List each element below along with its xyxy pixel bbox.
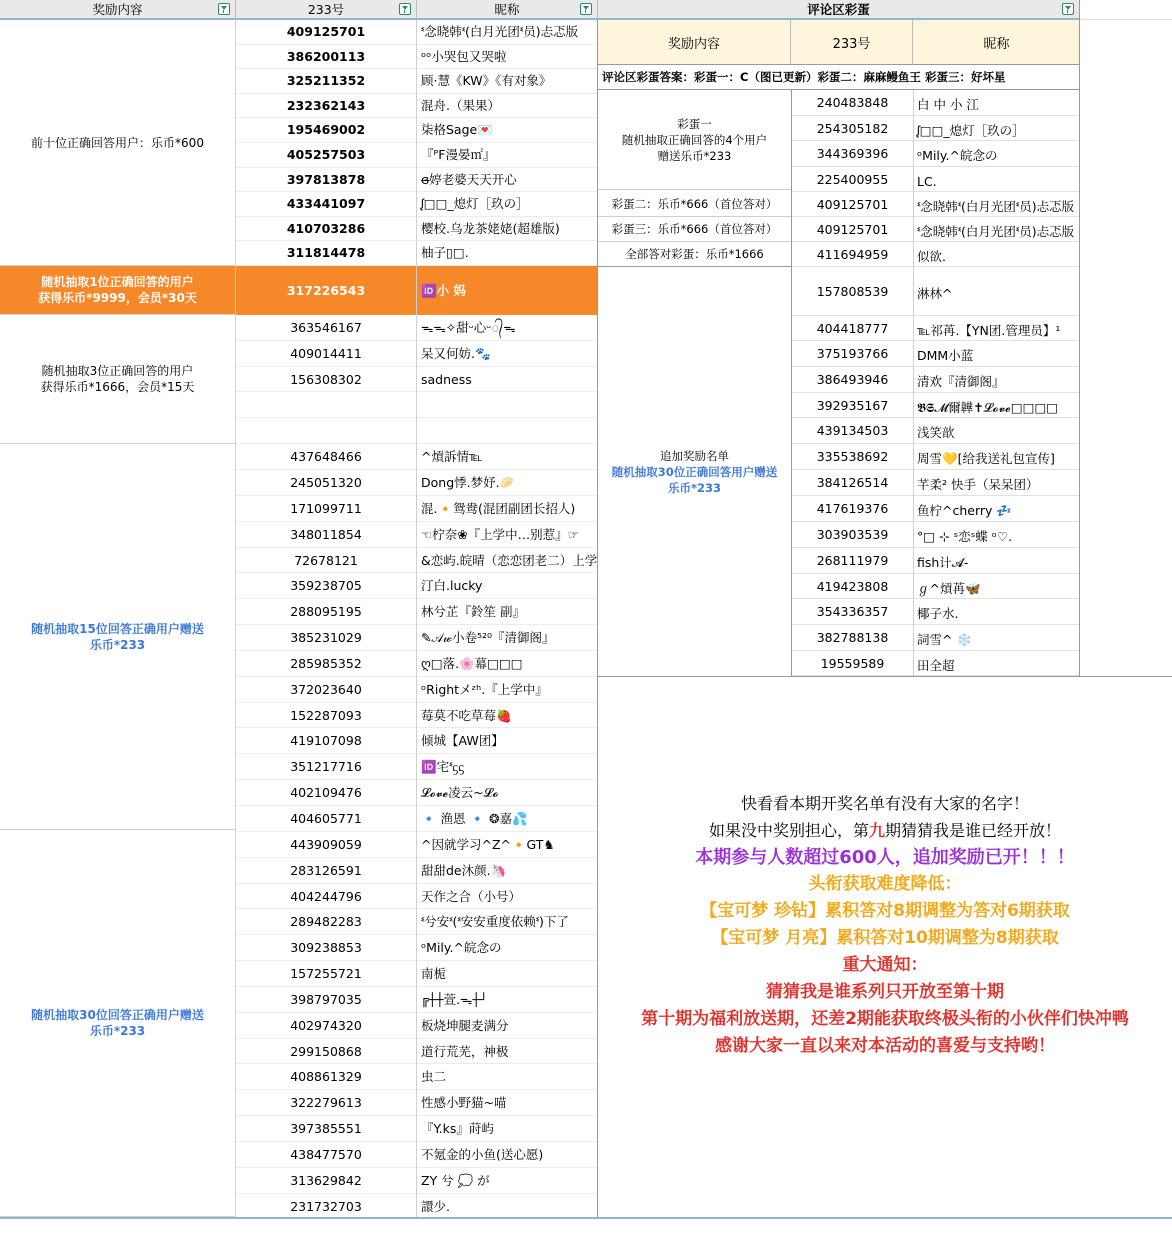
egg-reward-all[interactable]: 全部答对彩蛋：乐币*1666	[598, 242, 791, 267]
uid-cell[interactable]: 232362143	[236, 94, 416, 119]
nick-cell[interactable]: 汀白.lucky	[417, 573, 597, 599]
nick-cell[interactable]: 樱校.乌龙茶姥姥(超雄版)	[417, 217, 597, 242]
nick-cell[interactable]: 『Y.ks』莳屿	[417, 1116, 597, 1142]
egg-reward-extra-line3: 乐币*233	[667, 480, 722, 495]
uid-cell[interactable]: 309238853	[236, 935, 416, 961]
nick-cell[interactable]: sadness	[417, 367, 597, 393]
egg-nick-cell[interactable]: fish计𝓐-	[914, 548, 1079, 574]
egg-uid-cell[interactable]: 384126514	[792, 470, 913, 496]
egg-uid-cell[interactable]: 409125701	[792, 217, 913, 242]
nick-cell[interactable]: 柚子▯□.	[417, 241, 597, 266]
uid-column	[236, 20, 417, 1219]
egg-uid-cell[interactable]: 344369396	[792, 141, 913, 167]
egg-subheader	[598, 20, 1080, 65]
nick-column	[417, 20, 598, 1219]
reward-top10-text: 前十位正确回答用户：乐币*600	[31, 135, 204, 150]
filter-icon[interactable]	[580, 3, 592, 15]
egg-reward-extra-line1: 追加奖励名单	[660, 448, 729, 463]
uid-cell[interactable]: 283126591	[236, 858, 416, 884]
egg-uid-cell[interactable]: 417619376	[792, 496, 913, 522]
egg-uid-cell[interactable]: 375193766	[792, 341, 913, 367]
reward-random15-line1: 随机抽取15位回答正确用户赠送	[31, 621, 204, 636]
uid-cell[interactable]: 405257503	[236, 143, 416, 168]
reward-random1[interactable]	[0, 266, 236, 315]
reward-random1-line2: 获得乐币*9999，会员*30天	[38, 291, 197, 305]
reward-top10[interactable]	[0, 20, 236, 266]
egg-nick-cell[interactable]: 鱼柠^cherry 💤	[914, 496, 1079, 522]
egg-nick-cell[interactable]: 浅笑歆	[914, 418, 1079, 444]
egg-uid-cell[interactable]: 382788138	[792, 625, 913, 651]
egg-uid-cell[interactable]: 157808539	[792, 267, 913, 316]
egg-uid-cell[interactable]: 335538692	[792, 444, 913, 470]
uid-cell[interactable]: 419107098	[236, 728, 416, 754]
nick-cell[interactable]: ᓫ兮安ᓫ(ᓫ安安重度依赖ᓫ)下了	[417, 909, 597, 935]
nick-cell[interactable]: 甜甜de沐颜.🦄	[417, 858, 597, 884]
header-uid[interactable]	[236, 0, 417, 20]
reward-random15-line2: 乐币*233	[89, 637, 146, 652]
egg-divider	[1079, 0, 1080, 676]
egg-uid-cell[interactable]: 439134503	[792, 418, 913, 444]
header-nick[interactable]	[417, 0, 598, 20]
egg-reward-3[interactable]: 彩蛋三：乐币*666（首位答对）	[598, 217, 791, 242]
empty-bottom-rows	[0, 1219, 1172, 1249]
nick-cell[interactable]: ☜柠奈❀『上学中…别惹』☞	[417, 522, 597, 548]
reward-random30-line2: 乐币*233	[89, 1024, 146, 1038]
egg-reward-2[interactable]: 彩蛋二：乐币*666（首位答对）	[598, 192, 791, 217]
nick-cell[interactable]: ZY 兮 💭 が	[417, 1168, 597, 1194]
egg-uid-cell[interactable]: 354336357	[792, 599, 913, 625]
nick-cell[interactable]: ^因就学习^Z^🔸GT♞	[417, 832, 597, 858]
uid-cell[interactable]: 408861329	[236, 1064, 416, 1090]
egg-nick-cell[interactable]: ℡祁苒.【YN团.管理员】¹	[914, 316, 1079, 341]
egg-nick-cell[interactable]: 清欢『清御阁』	[914, 367, 1079, 393]
notice-line-6: 【宝可梦 月亮】累积答对10期调整为8期获取	[711, 928, 1059, 948]
uid-cell[interactable]: 402974320	[236, 1013, 416, 1039]
uid-cell[interactable]: 351217716	[236, 754, 416, 780]
reward-random3[interactable]	[0, 315, 236, 444]
reward-random1-line1: 随机抽取1位正确回答的用户	[41, 275, 194, 289]
uid-cell[interactable]: 325211352	[236, 69, 416, 94]
reward-random3-line2: 获得乐币*1666，会员*15天	[40, 380, 195, 394]
nick-cell[interactable]: 倾城【AW团】	[417, 728, 597, 754]
uid-cell[interactable]	[236, 392, 416, 418]
uid-cell[interactable]: 397813878	[236, 168, 416, 193]
egg-uid-cell[interactable]: 19559589	[792, 651, 913, 676]
egg-answer-row: 评论区彩蛋答案：彩蛋一：C（图已更新）彩蛋二：麻麻鳗鱼王 彩蛋三：好坏星	[598, 65, 1080, 90]
notice-line-2c: 期猜猜我是谁已经开放！	[885, 821, 1062, 840]
uid-cell[interactable]: 288095195	[236, 599, 416, 625]
notice-line-2b: 九	[868, 821, 885, 840]
uid-cell[interactable]: 359238705	[236, 573, 416, 599]
uid-cell[interactable]: 363546167	[236, 315, 416, 341]
egg-uid-cell[interactable]: 386493946	[792, 367, 913, 393]
nick-cell[interactable]: ᵒRightメᶻʰ.『上学中』	[417, 677, 597, 703]
notice-line-5: 【宝可梦 珍钻】累积答对8期调整为答对6期获取	[700, 901, 1070, 921]
notice-line-3: 本期参与人数超过600人，追加奖励已开！！！	[695, 847, 1075, 868]
egg-uid-cell[interactable]: 268111979	[792, 548, 913, 574]
empty-header-cell	[1080, 0, 1172, 20]
uid-cell[interactable]: 289482283	[236, 909, 416, 935]
uid-cell[interactable]: 437648466	[236, 444, 416, 470]
nick-cell[interactable]	[417, 392, 597, 418]
nick-cell[interactable]: 性感小野猫~喵	[417, 1090, 597, 1116]
uid-cell[interactable]: 433441097	[236, 192, 416, 217]
nick-cell[interactable]: 莓莫不吃草莓🍓	[417, 703, 597, 729]
nick-cell[interactable]: 道行荒芜，神极	[417, 1039, 597, 1065]
egg-nick-cell[interactable]: 周雪💛[给我送礼包宣传]	[914, 444, 1079, 470]
nick-cell[interactable]: ✎𝒜𝓌小卷⁵²⁰『清御阁』	[417, 625, 597, 651]
egg-uid-cell[interactable]: 411694959	[792, 242, 913, 267]
egg-uid-cell[interactable]: 409125701	[792, 192, 913, 217]
egg-reward-1-line1: 彩蛋一	[677, 116, 712, 131]
egg-nick-cell[interactable]: 似欲.	[914, 242, 1079, 267]
egg-subheader-reward: 奖励内容	[598, 20, 791, 64]
nick-cell[interactable]: 『ᴾF漫晏㎡』	[417, 143, 597, 168]
uid-cell[interactable]: 348011854	[236, 522, 416, 548]
egg-reward-1-line3: 赠送乐币*233	[657, 148, 732, 163]
uid-cell[interactable]	[236, 418, 416, 444]
uid-cell[interactable]: 245051320	[236, 470, 416, 496]
notice-line-2	[598, 817, 1172, 844]
egg-nick-cell[interactable]: 詞雪^ ❄️	[914, 625, 1079, 651]
header-reward[interactable]	[0, 0, 236, 20]
nick-cell[interactable]: ╔┼┼萱.ᯓ┼┘	[417, 987, 597, 1013]
egg-nick-cell[interactable]: ᓫ念晓韩ᓫ(白月光团ᓫ员)忐忑版	[914, 192, 1079, 217]
uid-cell[interactable]: 317226543	[286, 282, 366, 298]
nick-cell[interactable]: 顾·慧《KW》《有对象》	[417, 69, 597, 94]
uid-cell[interactable]: 372023640	[236, 677, 416, 703]
uid-cell[interactable]: 195469002	[236, 118, 416, 143]
egg-uid-cell[interactable]: 404418777	[792, 316, 913, 341]
nick-cell[interactable]: ᵒᵒ小哭包又哭啦	[417, 45, 597, 70]
header-uid-label: 233号	[307, 2, 345, 17]
nick-cell[interactable]: ɞ̶̶̶婷老婆天天开心	[417, 168, 597, 193]
nick-cell[interactable]	[417, 418, 597, 444]
reward-random15[interactable]	[0, 444, 236, 830]
nick-cell[interactable]: ᓫ念晓韩ᓫ(白月光团ᓫ员)忐忑版	[417, 20, 597, 45]
nick-cell[interactable]: 林兮芷『鈴笙 副』	[417, 599, 597, 625]
nick-cell[interactable]: 天作之合（小号）	[417, 884, 597, 910]
uid-cell[interactable]: 404244796	[236, 884, 416, 910]
nick-cell[interactable]: 混.🔸鸳鸯(混团副团长招人)	[417, 496, 597, 522]
egg-uid-cell[interactable]: 303903539	[792, 522, 913, 548]
egg-uid-cell[interactable]: 225400955	[792, 167, 913, 192]
notice-line-9: 第十期为福利放送期，还差2期能获取终极头衔的小伙伴们快冲鸭	[641, 1009, 1129, 1029]
egg-nick-cell[interactable]: LC.	[914, 167, 1079, 192]
notice-line-4: 头衔获取难度降低：	[808, 874, 962, 894]
reward-random3-line1: 随机抽取3位正确回答的用户	[41, 364, 194, 378]
egg-nick-cell[interactable]: ᶘ□□_熄灯［玖の］	[914, 116, 1079, 141]
uid-cell[interactable]: 322279613	[236, 1090, 416, 1116]
uid-cell[interactable]: 299150868	[236, 1039, 416, 1065]
header-reward-label: 奖励内容	[92, 2, 143, 17]
egg-subheader-uid: 233号	[791, 20, 913, 64]
nick-cell[interactable]: 𝓛𝓸𝓿𝓮凌云~𝓛𝓸	[417, 780, 597, 806]
uid-cell[interactable]: 443909059	[236, 832, 416, 858]
filter-icon[interactable]	[399, 3, 411, 15]
uid-cell[interactable]: 285985352	[236, 651, 416, 677]
egg-reward-1-line2: 随机抽取正确回答的4个用户	[621, 132, 768, 147]
nick-cell[interactable]: &恋屿.皖晴（恋恋团老二）上学	[417, 548, 597, 574]
uid-cell[interactable]: 410703286	[236, 217, 416, 242]
uid-cell[interactable]: 398797035	[236, 987, 416, 1013]
nick-cell[interactable]: 呆又何妨.🐾	[417, 341, 597, 367]
egg-nick-cell[interactable]: ᵒMily.^皖念の	[914, 141, 1079, 167]
egg-nick-cell[interactable]: 田全超	[914, 651, 1079, 676]
nick-cell[interactable]: 柒格Sage💌	[417, 118, 597, 143]
notice-line-2a: 如果没中奖别担心，第	[708, 821, 869, 840]
egg-uid-cell[interactable]: 240483848	[792, 90, 913, 116]
uid-cell[interactable]: 404605771	[236, 806, 416, 832]
egg-nick-cell[interactable]: ᓫ念晓韩ᓫ(白月光团ᓫ员)忐忑版	[914, 217, 1079, 242]
egg-uid-cell[interactable]: 254305182	[792, 116, 913, 141]
nick-cell[interactable]: 🆔小 妈	[421, 282, 466, 298]
uid-cell[interactable]: 386200113	[236, 45, 416, 70]
egg-nick-cell[interactable]: 椰子水.	[914, 599, 1079, 625]
nick-cell[interactable]: 🔹 渔恩 🔹 ❂嘉💦	[417, 806, 597, 832]
uid-cell[interactable]: 157255721	[236, 961, 416, 987]
egg-nick-cell[interactable]: DMM小蓝	[914, 341, 1079, 367]
notice-line-1: 快看看本期开奖名单有没有大家的名字！	[740, 794, 1029, 813]
nick-cell[interactable]: 譞少.	[417, 1194, 597, 1220]
nick-cell[interactable]: 不氪金的小鱼(送心愿)	[417, 1142, 597, 1168]
uid-cell[interactable]: 311814478	[236, 241, 416, 266]
nick-cell[interactable]: Dong悸.梦妤.🥟	[417, 470, 597, 496]
uid-cell[interactable]: 402109476	[236, 780, 416, 806]
nick-cell[interactable]: ᯓᯓ✧甜ᵕ心ᵕ᭄ᯓ	[417, 315, 597, 341]
nick-cell[interactable]: 南栀	[417, 961, 597, 987]
nick-cell[interactable]: ᶘ□□_熄灯［玖の］	[417, 192, 597, 217]
uid-cell[interactable]: 409014411	[236, 341, 416, 367]
reward-random30-line1: 随机抽取30位回答正确用户赠送	[31, 1008, 204, 1022]
uid-cell[interactable]: 152287093	[236, 703, 416, 729]
uid-cell[interactable]: 231732703	[236, 1194, 416, 1220]
notice-line-7: 重大通知：	[842, 955, 928, 975]
nick-cell[interactable]: ᵒMily.^皖念の	[417, 935, 597, 961]
uid-cell[interactable]: 72678121	[236, 548, 416, 574]
egg-reward-extra[interactable]	[598, 267, 791, 676]
notice-block	[598, 790, 1172, 1060]
header-nick-label: 昵称	[494, 2, 520, 17]
uid-cell[interactable]: 438477570	[236, 1142, 416, 1168]
egg-reward-extra-line2: 随机抽取30位正确回答用户赠送	[611, 464, 778, 479]
nick-cell[interactable]: 🆔宅ᓫᦓᦓ	[417, 754, 597, 780]
filter-icon[interactable]	[218, 3, 230, 15]
egg-nick-cell[interactable]: 白 中 小 江	[914, 90, 1079, 116]
notice-line-8: 猜猜我是谁系列只开放至第十期	[766, 982, 1004, 1002]
reward-random30[interactable]	[0, 830, 236, 1217]
uid-cell[interactable]: 397385551	[236, 1116, 416, 1142]
uid-cell[interactable]: 171099711	[236, 496, 416, 522]
egg-nick-cell[interactable]: 𝕭𝕾𝓜爾韡✝𝓛𝓸𝓿𝓮□□□□	[914, 393, 1079, 418]
uid-cell[interactable]: 313629842	[236, 1168, 416, 1194]
notice-line-10: 感谢大家一直以来对本活动的喜爱与支持哟！	[715, 1036, 1055, 1056]
egg-uid-cell[interactable]: 419423808	[792, 574, 913, 599]
egg-nick-cell[interactable]: 淋林^	[914, 267, 1079, 316]
nick-cell[interactable]: ^熕訴情℡	[417, 444, 597, 470]
header-egg-label: 评论区彩蛋	[807, 2, 870, 17]
egg-uid-cell[interactable]: 392935167	[792, 393, 913, 418]
nick-cell[interactable]: 板烧坤腿麦满分	[417, 1013, 597, 1039]
uid-cell[interactable]: 409125701	[236, 20, 416, 45]
nick-cell[interactable]: ღ□落.🌸幕□□□	[417, 651, 597, 677]
header-egg[interactable]	[598, 0, 1080, 20]
egg-bottom-border	[598, 676, 1172, 677]
uid-cell[interactable]: 156308302	[236, 367, 416, 393]
egg-nick-cell[interactable]: 芊柔² 快手（呆呆团）	[914, 470, 1079, 496]
egg-nick-cell[interactable]: ℊ^熕苒🦋	[914, 574, 1079, 599]
egg-nick-cell[interactable]: °□ ⊹ ˢ恋ˢ蝶 ᵒ♡.	[914, 522, 1079, 548]
egg-subheader-nick: 昵称	[983, 36, 1010, 52]
uid-cell[interactable]: 385231029	[236, 625, 416, 651]
nick-cell[interactable]: 虫二	[417, 1064, 597, 1090]
egg-reward-1[interactable]	[598, 90, 791, 190]
nick-cell[interactable]: 混舟.（果果）	[417, 94, 597, 119]
filter-icon[interactable]	[1062, 3, 1074, 15]
